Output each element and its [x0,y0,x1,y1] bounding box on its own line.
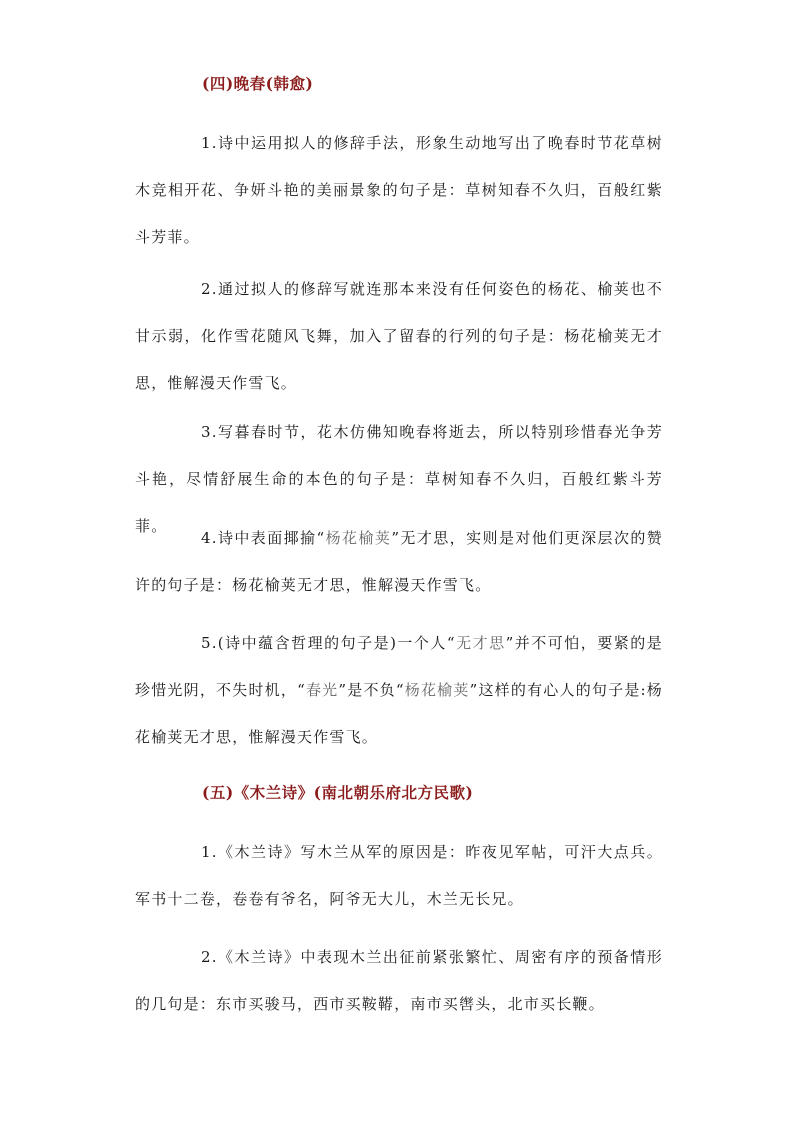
section-heading-wan-chun: (四)晚春(韩愈) [202,74,314,93]
paragraph-4-4: 4.诗中表面揶揄“杨花榆荚”无才思，实则是对他们更深层次的赞许的句子是：杨花榆荚无才思，惟解漫天作雪飞。 [135,529,663,594]
section-heading-mulan-shi: (五)《木兰诗》(南北朝乐府北方民歌) [202,783,474,802]
paragraph-4-3: 3.写暮春时节，花木仿佛知晚春将逝去，所以特别珍惜春光争芳斗艳，尽情舒展生命的本色的句子是：草树知春不久归，百般红紫斗芳菲。 [135,423,663,535]
paragraph-5-2: 2.《木兰诗》中表现木兰出征前紧张繁忙、周密有序的预备情形的几句是：东市买骏马，西市买鞍鞯，南市买辔头，北市买长鞭。 [135,948,663,1013]
paragraph-4-2: 2.通过拟人的修辞写就连那本来没有任何姿色的杨花、榆荚也不甘示弱，化作雪花随风飞舞，加入了留春的行列的句子是：杨花榆荚无才思，惟解漫天作雪飞。 [135,280,663,392]
paragraph-4-5: 5.(诗中蕴含哲理的句子是)一个人“无才思”并不可怕，要紧的是珍惜光阴，不失时机，“春光”是不负“杨花榆荚”这样的有心人的句子是:杨花榆荚无才思，惟解漫天作雪飞。 [135,634,664,746]
quoted-text: 杨花榆荚 [404,681,470,699]
quoted-text: 春光 [305,681,339,699]
quoted-text: 无才思 [455,634,506,652]
paragraph-4-1: 1.诗中运用拟人的修辞手法，形象生动地写出了晚春时节花草树木竞相开花、争妍斗艳的美丽景象的句子是：草树知春不久归，百般红紫斗芳菲。 [135,134,663,246]
paragraph-5-1: 1.《木兰诗》写木兰从军的原因是：昨夜见军帖，可汗大点兵。军书十二卷，卷卷有爷名，阿爷无大儿，木兰无长兄。 [135,843,663,908]
quoted-text: 杨花榆荚 [325,529,392,547]
